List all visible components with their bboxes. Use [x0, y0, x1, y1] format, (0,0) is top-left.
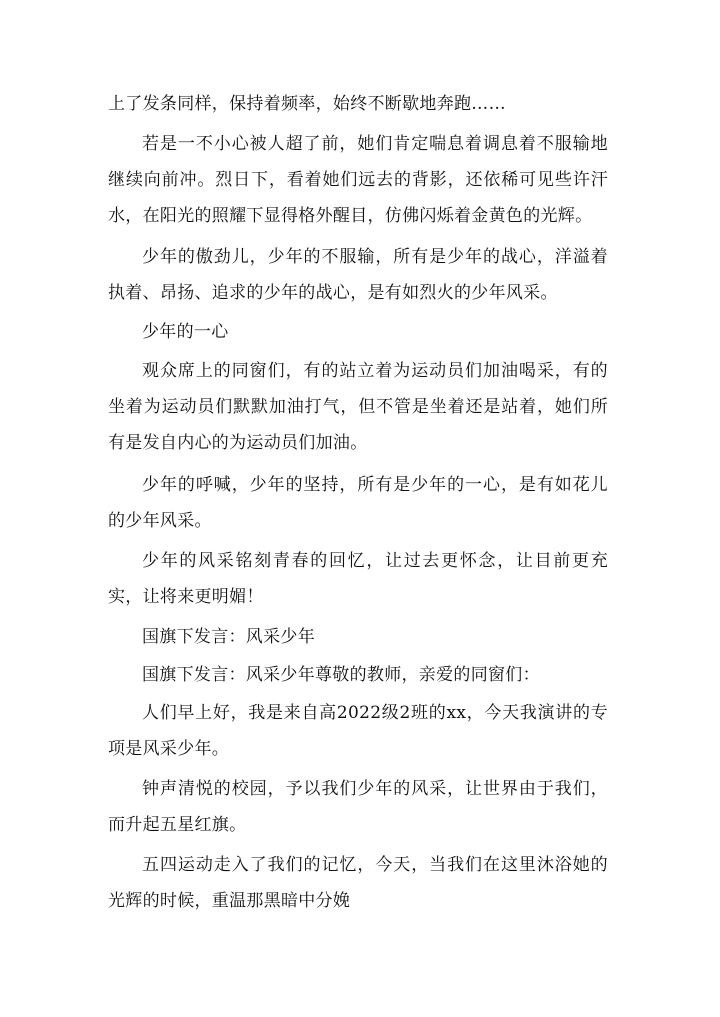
- paragraph-7: 少年的风采铭刻青春的回忆，让过去更怀念，让目前更充实，让将来更明媚！: [108, 551, 608, 607]
- paragraph-9: 国旗下发言：风采少年尊敬的教师，亲爱的同窗们：: [142, 665, 540, 685]
- paragraph-5: 观众席上的同窗们，有的站立着为运动员们加油喝采，有的坐着为运动员们默默加油打气，但不管是坐着还是站着，她们所有是发自内心的为运动员们加油。: [108, 361, 608, 453]
- paragraph-11: 钟声清悦的校园，予以我们少年的风采，让世界由于我们，而升起五星红旗。: [108, 779, 608, 835]
- paragraph-10: 人们早上好，我是来自高2022级2班的xx，今天我演讲的专项是风采少年。: [108, 703, 608, 759]
- paragraph-2: 若是一不小心被人超了前，她们肯定喘息着调息着不服输地继续向前冲。烈日下，看着她们远去的背影，还依稀可见些许汗水，在阳光的照耀下显得格外醒目，仿佛闪烁着金黄色的光辉。: [108, 134, 608, 226]
- paragraph-1: 上了发条同样，保持着频率，始终不断歇地奔跑……: [108, 94, 506, 114]
- paragraph-6: 少年的呼喊，少年的坚持，所有是少年的一心，是有如花儿的少年风采。: [108, 475, 608, 531]
- paragraph-4: 少年的一心: [142, 322, 229, 342]
- paragraph-8: 国旗下发言：风采少年: [142, 627, 315, 647]
- paragraph-3: 少年的傲劲儿，少年的不服输，所有是少年的战心，洋溢着执着、昂扬、追求的少年的战心，是有如烈火的少年风采。: [108, 247, 608, 303]
- paragraph-12: 五四运动走入了我们的记忆，今天，当我们在这里沐浴她的光辉的时候，重温那黑暗中分娩: [108, 855, 608, 911]
